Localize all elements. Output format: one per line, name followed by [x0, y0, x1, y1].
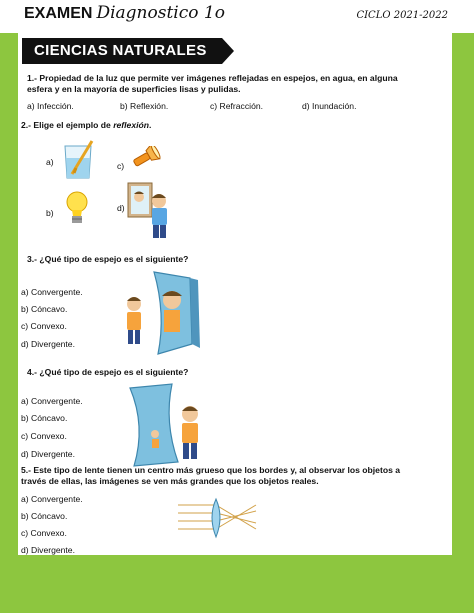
boy-mirror-icon[interactable] — [126, 181, 172, 241]
q1-option-c[interactable]: c) Refracción. — [210, 101, 264, 111]
q4-option-a[interactable]: a) Convergente. — [21, 396, 83, 406]
q1-option-a[interactable]: a) Infección. — [27, 101, 74, 111]
q2-label-a[interactable]: a) — [46, 157, 54, 167]
q5-text-line2: través de ellas, las imágenes se ven más grandes que los objetos reales. — [21, 476, 319, 486]
section-title: CIENCIAS NATURALES — [34, 42, 207, 59]
q2-text: 2.- Elige el ejemplo de reflexión. — [21, 120, 152, 130]
flashlight-icon[interactable] — [129, 146, 161, 168]
q4-option-c[interactable]: c) Convexo. — [21, 431, 67, 441]
q5-text-line1: 5.- Este tipo de lente tienen un centro más grueso que los bordes y, al observar los objetos a — [21, 465, 401, 475]
q3-option-a[interactable]: a) Convergente. — [21, 287, 83, 297]
light-bulb-icon[interactable] — [64, 190, 90, 226]
school-cycle: CICLO 2021-2022 — [356, 10, 448, 21]
q4-option-d[interactable]: d) Divergente. — [21, 449, 75, 459]
converging-lens-diagram — [178, 497, 258, 541]
q2-label-b[interactable]: b) — [46, 208, 54, 218]
q5-option-d[interactable]: d) Divergente. — [21, 545, 75, 555]
q5-option-c[interactable]: c) Convexo. — [21, 528, 67, 538]
diagnostic-word: Diagnostico 1o — [96, 3, 225, 23]
q1-option-d[interactable]: d) Inundación. — [302, 101, 357, 111]
q3-option-b[interactable]: b) Cóncavo. — [21, 304, 68, 314]
exam-word: EXAMEN — [24, 5, 93, 22]
q2-label-c[interactable]: c) — [117, 161, 125, 171]
q2-label-d[interactable]: d) — [117, 203, 125, 213]
convex-mirror-image — [128, 382, 210, 468]
q5-option-a[interactable]: a) Convergente. — [21, 494, 83, 504]
q1-option-b[interactable]: b) Reflexión. — [120, 101, 169, 111]
q1-text-line1: 1.- Propiedad de la luz que permite ver imágenes reflejadas en espejos, en agua, en alguna — [27, 73, 398, 83]
exam-title — [24, 3, 225, 23]
q4-option-b[interactable]: b) Cóncavo. — [21, 413, 68, 423]
q5-option-b[interactable]: b) Cóncavo. — [21, 511, 68, 521]
q3-option-d[interactable]: d) Divergente. — [21, 339, 75, 349]
q1-text-line2: esfera y en la mayoría de superficies lisas y pulidas. — [27, 84, 241, 94]
q4-text: 4.- ¿Qué tipo de espejo es el siguiente? — [27, 367, 189, 377]
concave-mirror-image — [118, 268, 208, 358]
q3-text: 3.- ¿Qué tipo de espejo es el siguiente? — [27, 254, 189, 264]
glass-pencil-icon[interactable] — [62, 138, 98, 180]
q3-option-c[interactable]: c) Convexo. — [21, 321, 67, 331]
